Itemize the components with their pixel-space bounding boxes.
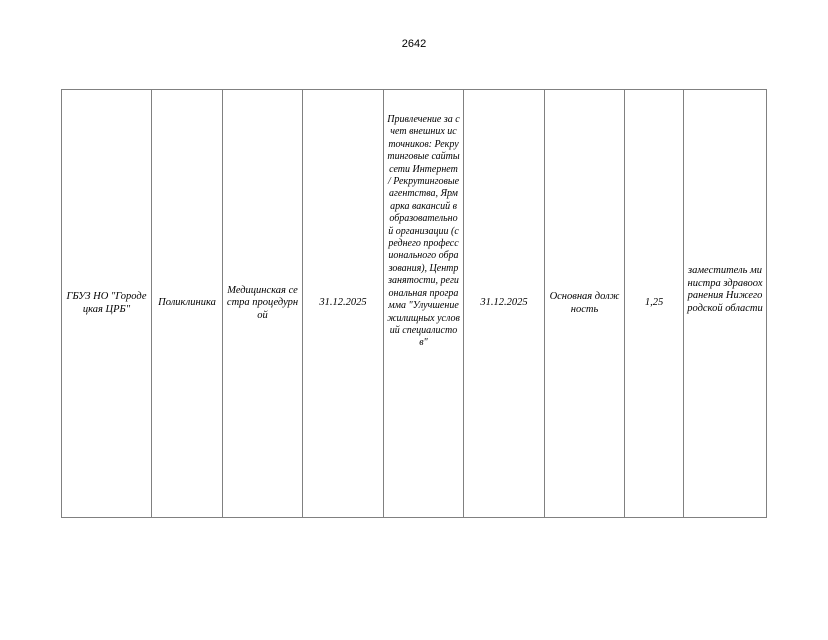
cell-department: Поликлиника	[152, 90, 223, 518]
cell-rate: 1,25	[625, 90, 684, 518]
cell-date-2: 31.12.2025	[464, 90, 545, 518]
table-row	[62, 90, 767, 518]
page-number: 2642	[401, 38, 427, 50]
cell-responsible: заместитель министра здравоохранения Нижегородской области	[684, 90, 767, 518]
cell-position: Медицинская сестра процедурной	[223, 90, 303, 518]
cell-position-type: Основная должность	[545, 90, 625, 518]
cell-date-1: 31.12.2025	[303, 90, 384, 518]
cell-sources: Привлечение за счет внешних источников: Рекрутинговые сайты сети Интернет / Рекрутинговые агентства, Ярмарка вакансий в образовательной организации (среднего профессионального образования), Центр занятости, региональная программа "Улучшение жилищных условий специалистов"	[384, 90, 464, 518]
vacancy-table	[61, 89, 767, 518]
cell-organization: ГБУЗ НО "Городецкая ЦРБ"	[62, 90, 152, 518]
